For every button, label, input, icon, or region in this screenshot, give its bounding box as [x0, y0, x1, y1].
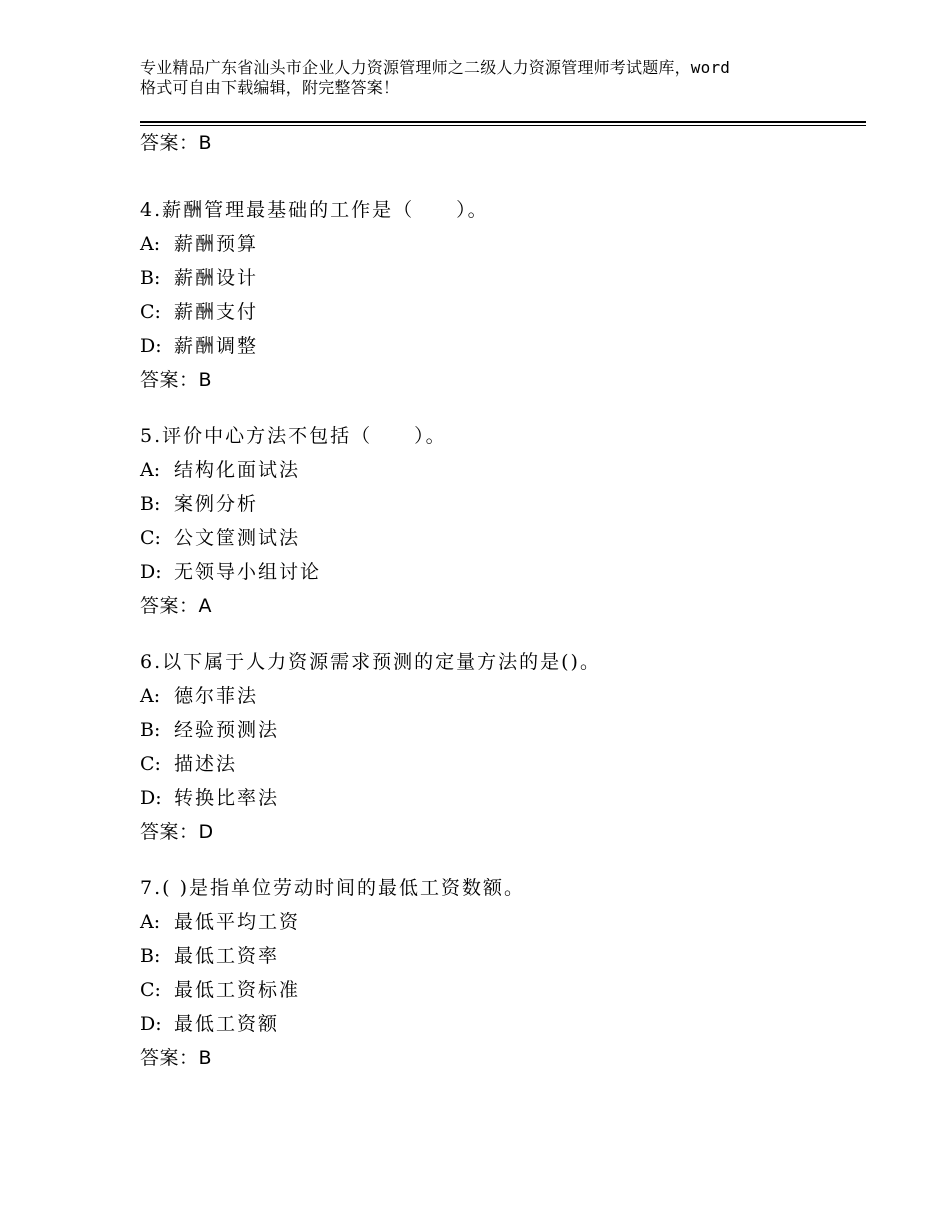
question-text: 6.以下属于人力资源需求预测的定量方法的是()。 [140, 651, 601, 673]
option-letter: D: [140, 787, 162, 809]
answer-line: 答案：B [140, 1047, 213, 1069]
option-text: 结构化面试法 [174, 459, 301, 481]
option-text: 最低平均工资 [174, 911, 301, 933]
option-d [140, 1012, 860, 1036]
question-7 [140, 876, 860, 1070]
option-text: 薪酬预算 [174, 233, 259, 255]
option-a [140, 910, 860, 934]
option-text: 经验预测法 [174, 719, 280, 741]
option-letter: D: [140, 561, 162, 583]
option-text: 公文筐测试法 [174, 527, 301, 549]
option-letter: A: [140, 685, 161, 707]
option-letter: B: [140, 719, 161, 741]
header-line-1: 专业精品广东省汕头市企业人力资源管理师之二级人力资源管理师考试题库，word [140, 58, 731, 77]
option-d [140, 560, 860, 584]
answer-previous-question: 答案：B [140, 132, 213, 154]
option-c [140, 526, 860, 550]
option-text: 德尔菲法 [174, 685, 259, 707]
option-text: 案例分析 [174, 493, 259, 515]
question-text: 5.评价中心方法不包括（ ）。 [140, 425, 447, 447]
option-letter: A: [140, 233, 161, 255]
answer-line: 答案：D [140, 821, 214, 843]
option-d [140, 334, 860, 358]
option-b [140, 944, 860, 968]
option-b [140, 492, 860, 516]
header-divider [140, 121, 866, 126]
option-text: 无领导小组讨论 [174, 561, 322, 583]
option-b [140, 266, 860, 290]
option-text: 转换比率法 [174, 787, 280, 809]
option-letter: A: [140, 459, 161, 481]
option-text: 薪酬设计 [174, 267, 259, 289]
option-letter: D: [140, 1013, 162, 1035]
option-letter: C: [140, 527, 161, 549]
option-letter: C: [140, 301, 161, 323]
answer-line: 答案：A [140, 595, 212, 617]
answer-line: 答案：B [140, 369, 213, 391]
option-text: 最低工资额 [174, 1013, 280, 1035]
option-text: 最低工资率 [174, 945, 280, 967]
option-text: 薪酬支付 [174, 301, 259, 323]
option-text: 描述法 [174, 753, 238, 775]
question-4 [140, 198, 860, 392]
option-text: 薪酬调整 [174, 335, 259, 357]
question-text: 7.( )是指单位劳动时间的最低工资数额。 [140, 877, 525, 899]
option-letter: B: [140, 493, 161, 515]
option-letter: C: [140, 979, 161, 1001]
question-text: 4.薪酬管理最基础的工作是（ ）。 [140, 199, 489, 221]
document-header [140, 58, 830, 98]
option-letter: B: [140, 267, 161, 289]
option-c [140, 300, 860, 324]
option-d [140, 786, 860, 810]
header-line-2: 格式可自由下载编辑，附完整答案！ [140, 78, 400, 97]
option-a [140, 458, 860, 482]
option-c [140, 978, 860, 1002]
option-c [140, 752, 860, 776]
option-a [140, 684, 860, 708]
option-letter: B: [140, 945, 161, 967]
question-5 [140, 424, 860, 618]
question-list [140, 198, 860, 1102]
option-letter: A: [140, 911, 161, 933]
option-text: 最低工资标准 [174, 979, 301, 1001]
option-letter: D: [140, 335, 162, 357]
option-letter: C: [140, 753, 161, 775]
option-a [140, 232, 860, 256]
question-6 [140, 650, 860, 844]
option-b [140, 718, 860, 742]
